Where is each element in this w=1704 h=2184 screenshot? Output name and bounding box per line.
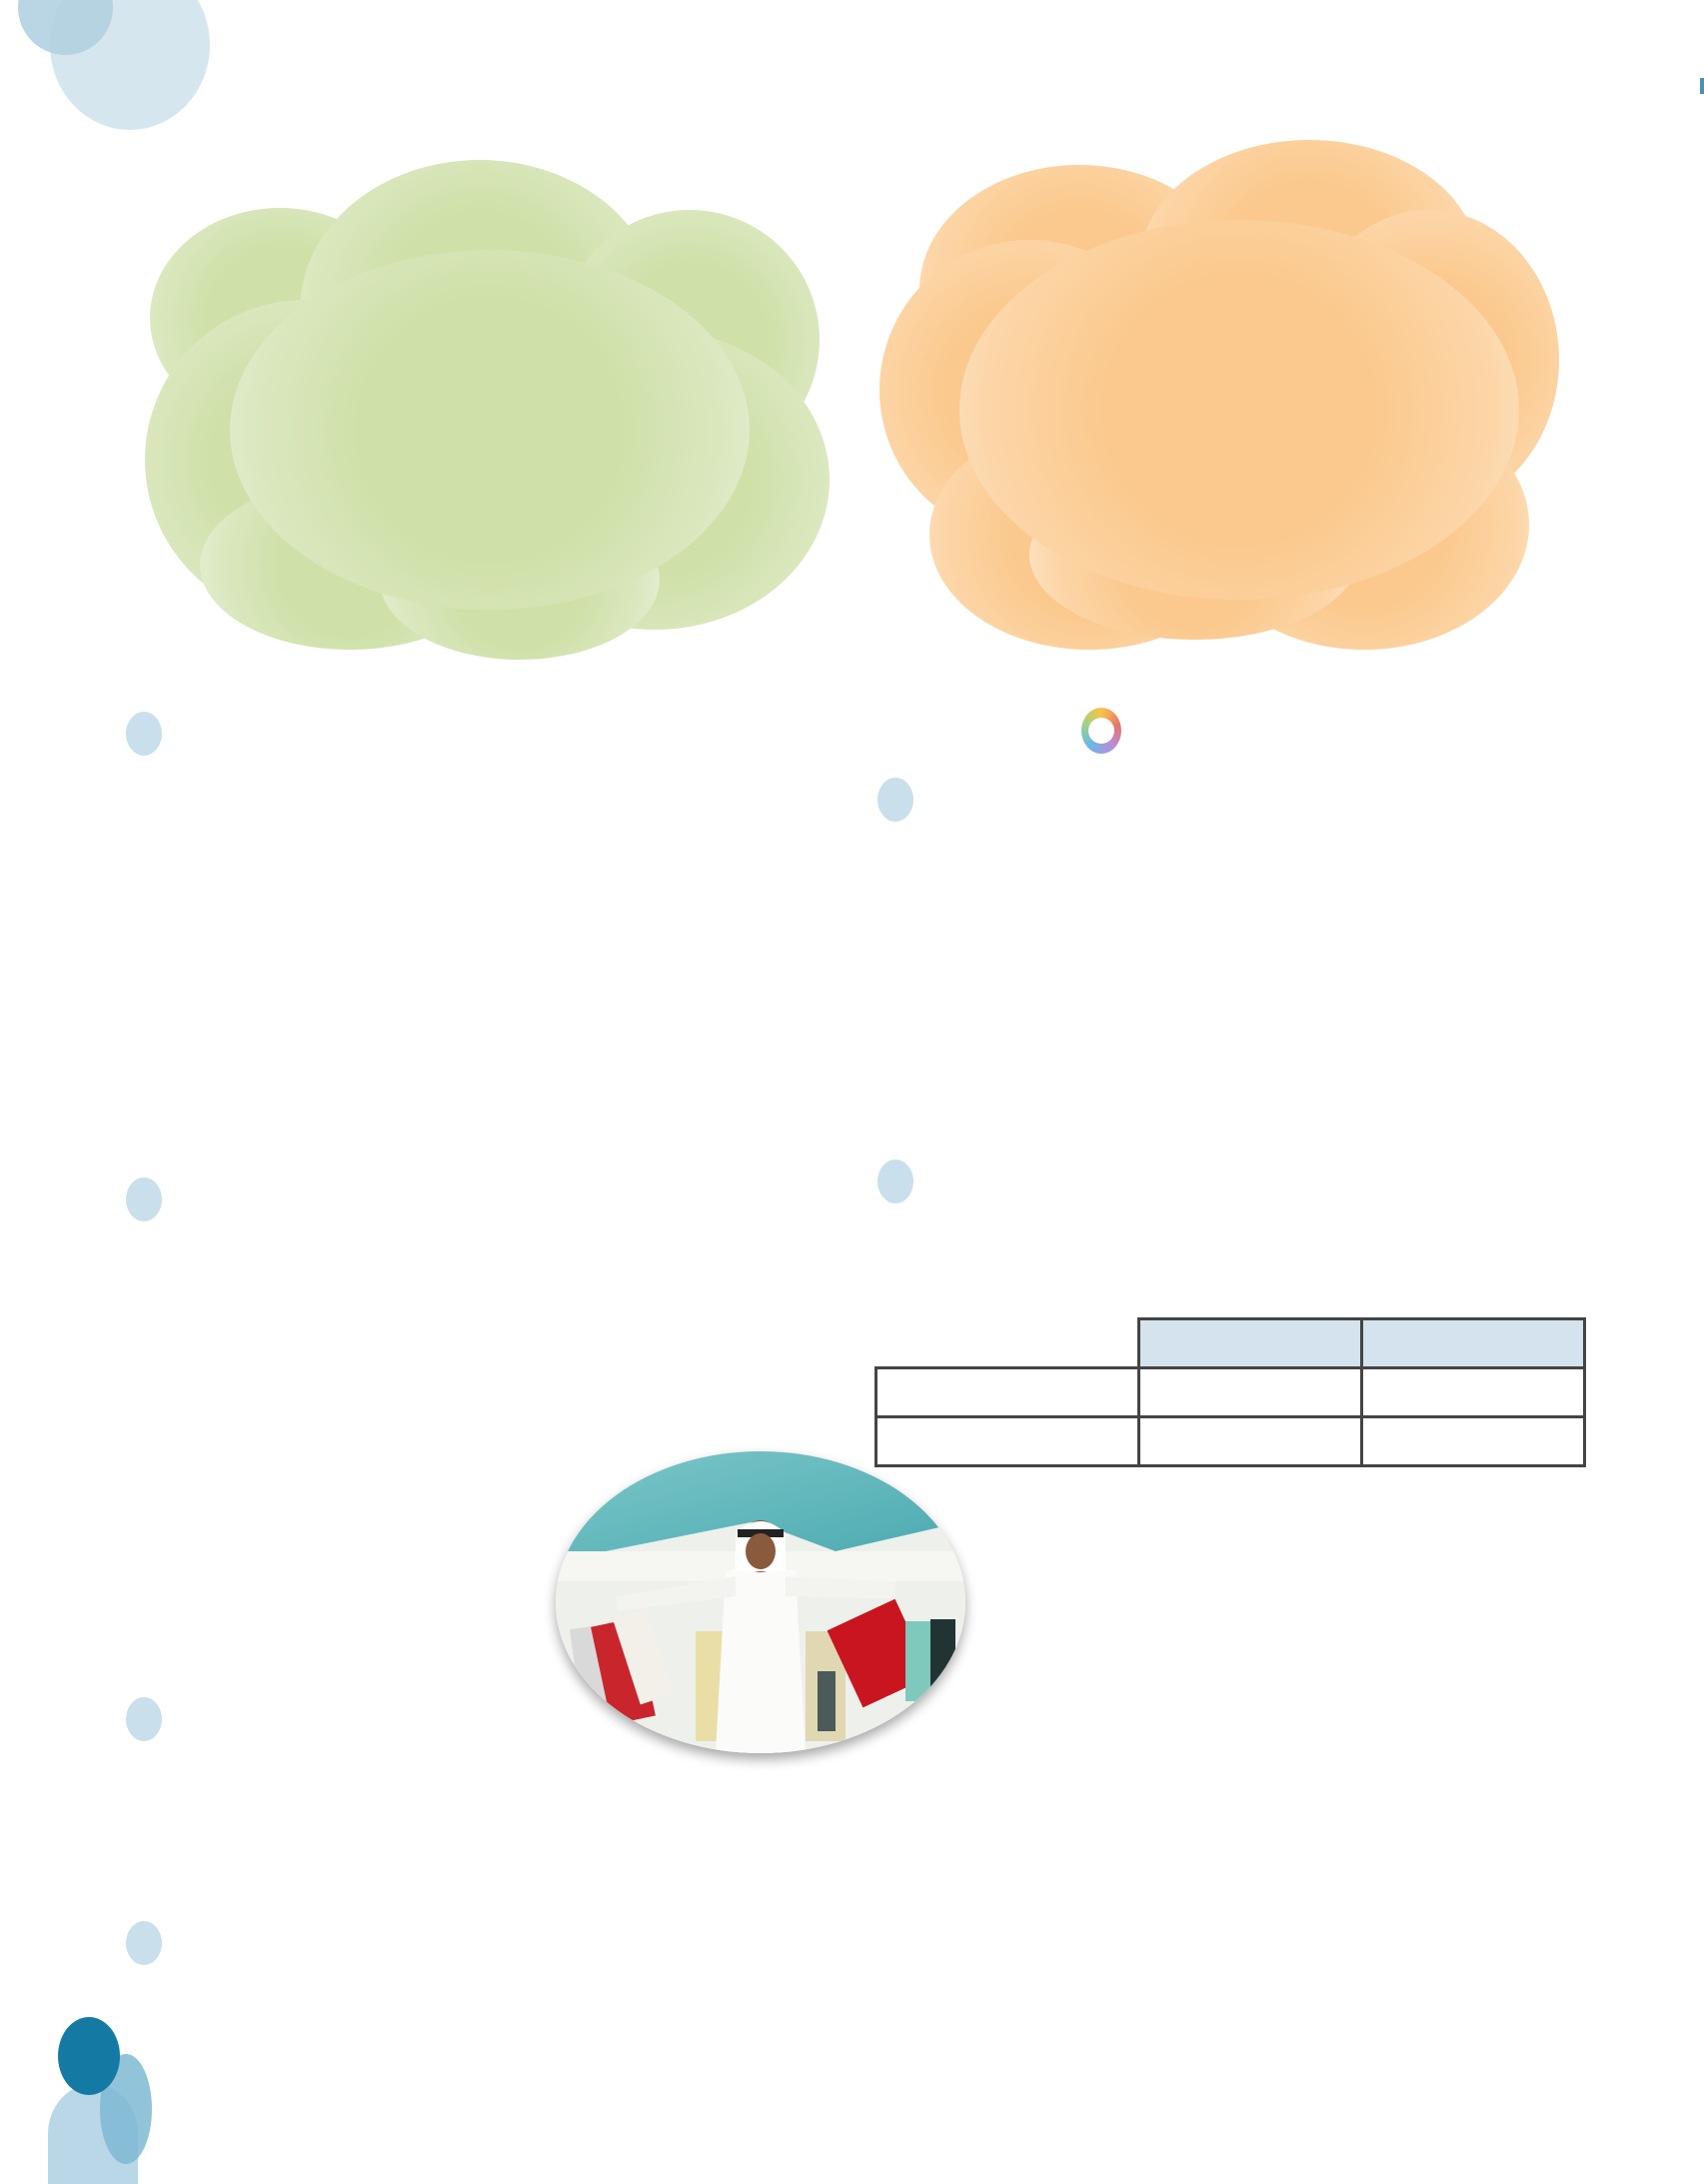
page-number: [58, 2017, 120, 2095]
notes-cell-mall-disadvantages[interactable]: [1362, 1417, 1585, 1466]
notes-cell-mall-advantages[interactable]: [1139, 1417, 1362, 1466]
row-label-shopping-at-mall: [876, 1417, 1139, 1466]
table-row: [876, 1417, 1585, 1466]
exercise-number-badge: [126, 1921, 162, 1965]
exercise-number-badge: [877, 778, 913, 822]
row-label-online-shopping: [876, 1368, 1139, 1417]
audio-track-number: [1088, 718, 1114, 744]
table-header-disadvantages: [1362, 1319, 1585, 1368]
table-row: [876, 1368, 1585, 1417]
notes-cell-online-advantages[interactable]: [1139, 1368, 1362, 1417]
table-header-advantages: [1139, 1319, 1362, 1368]
notes-table: [874, 1317, 1586, 1467]
exercise-number-badge: [126, 712, 162, 756]
exercise-number-badge: [126, 1697, 162, 1741]
exercise-number-badge: [877, 1159, 913, 1203]
exercise-number-badge: [126, 1177, 162, 1221]
audio-track-cd-icon[interactable]: [1081, 708, 1121, 754]
notes-cell-online-disadvantages[interactable]: [1362, 1368, 1585, 1417]
shopper-photo: [556, 1451, 965, 1753]
shopper-illustration: [556, 1451, 965, 1753]
page-edge-marker: [1700, 78, 1704, 94]
